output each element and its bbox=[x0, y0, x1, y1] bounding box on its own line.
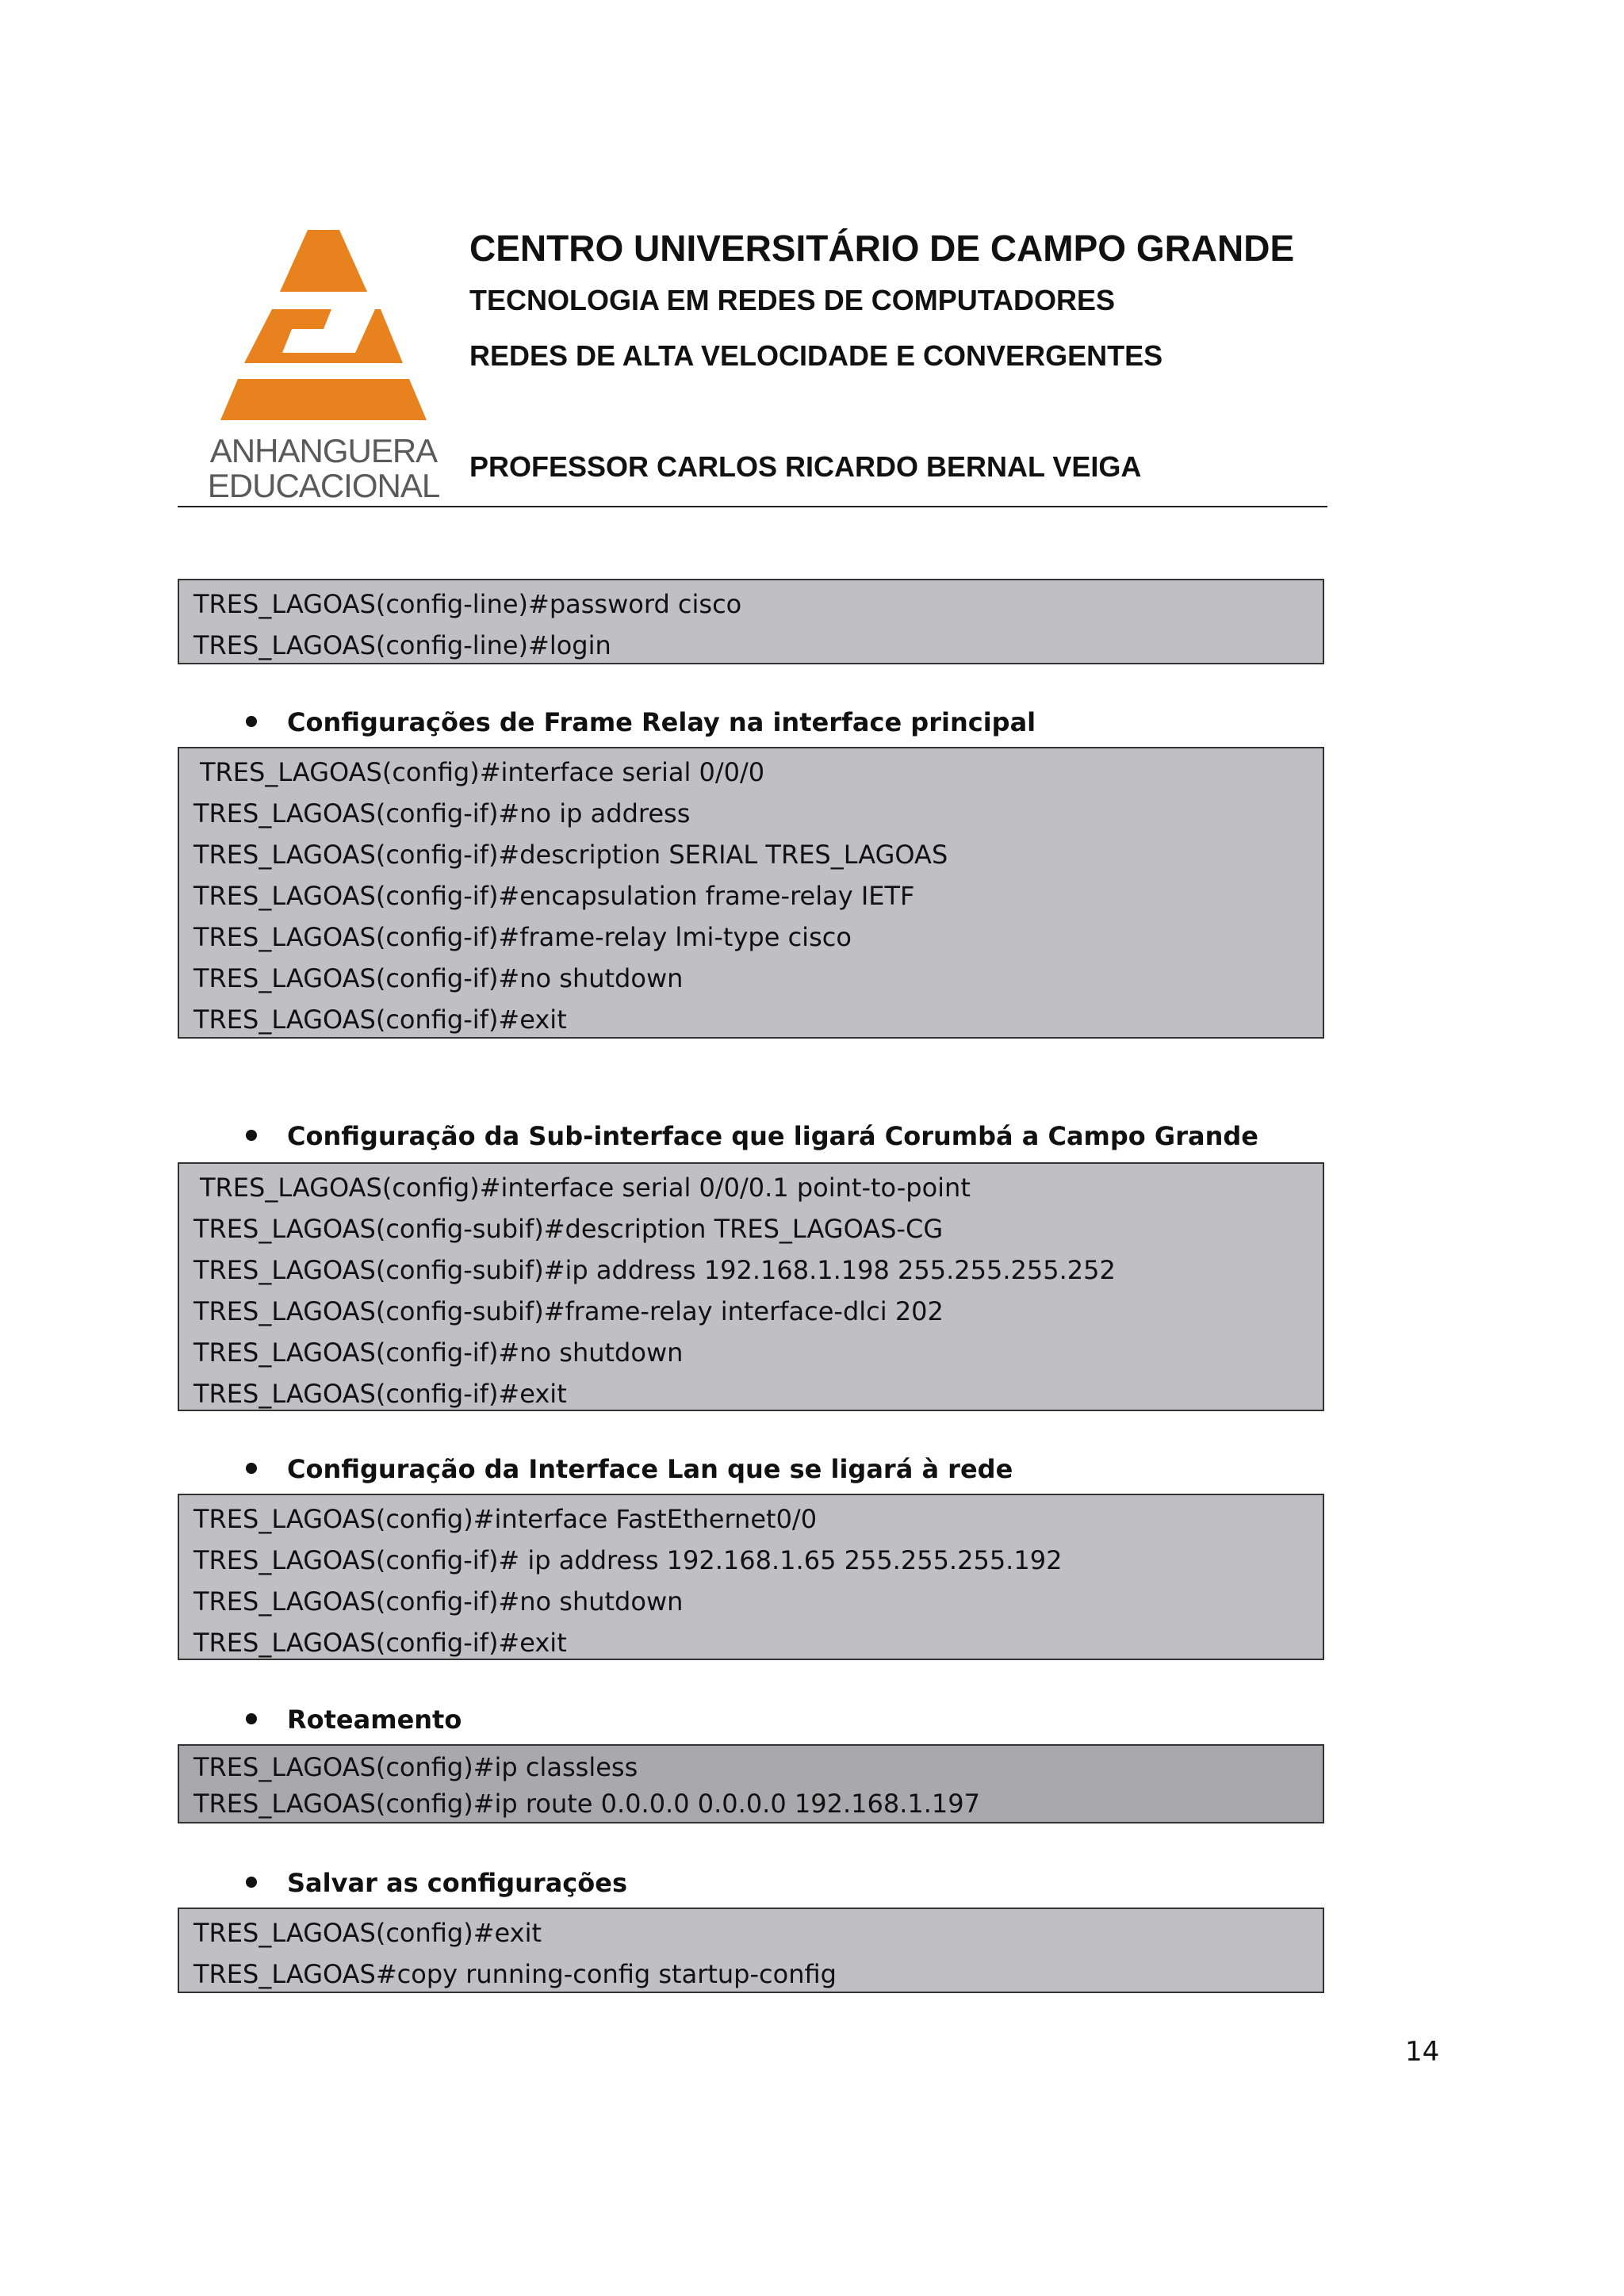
code-line: TRES_LAGOAS(config-if)#encapsulation frame-relay IETF bbox=[193, 881, 915, 911]
code-line: TRES_LAGOAS(config-subif)#frame-relay interface-dlci 202 bbox=[193, 1296, 944, 1326]
section-heading-frame-relay: Configurações de Frame Relay na interface principal bbox=[246, 707, 1036, 737]
bullet-icon bbox=[246, 1130, 257, 1141]
code-block-login bbox=[178, 579, 1324, 664]
code-block-frame-relay bbox=[178, 747, 1324, 1039]
code-block-lan bbox=[178, 1494, 1324, 1660]
code-line: TRES_LAGOAS(config-subif)#ip address 192.168.1.198 255.255.255.252 bbox=[193, 1255, 1116, 1285]
code-line: TRES_LAGOAS(config-if)#exit bbox=[193, 1004, 567, 1035]
code-line: TRES_LAGOAS(config-if)#no shutdown bbox=[193, 963, 684, 993]
bullet-icon bbox=[246, 1713, 257, 1724]
code-line: TRES_LAGOAS(config-if)#no shutdown bbox=[193, 1337, 684, 1368]
code-line: TRES_LAGOAS(config)#exit bbox=[193, 1918, 542, 1948]
bullet-icon bbox=[246, 1877, 257, 1888]
code-line: TRES_LAGOAS(config-subif)#description TRES_LAGOAS-CG bbox=[193, 1214, 944, 1244]
section-heading-lan: Configuração da Interface Lan que se ligará à rede bbox=[246, 1454, 1013, 1484]
code-line: TRES_LAGOAS(config-line)#login bbox=[193, 630, 611, 660]
code-line: TRES_LAGOAS(config-if)#frame-relay lmi-type cisco bbox=[193, 922, 852, 952]
discipline-title: REDES DE ALTA VELOCIDADE E CONVERGENTES bbox=[469, 339, 1163, 372]
code-line: TRES_LAGOAS(config-if)#no ip address bbox=[193, 798, 691, 828]
anhanguera-logo bbox=[197, 222, 450, 507]
code-line: TRES_LAGOAS(config-if)# ip address 192.168.1.65 255.255.255.192 bbox=[193, 1545, 1063, 1575]
code-line: TRES_LAGOAS(config)#ip route 0.0.0.0 0.0.0.0 192.168.1.197 bbox=[193, 1789, 980, 1819]
section-heading-save: Salvar as configurações bbox=[246, 1868, 627, 1898]
code-block-routing bbox=[178, 1744, 1324, 1823]
section-heading-routing: Roteamento bbox=[246, 1705, 462, 1735]
code-line: TRES_LAGOAS(config)#interface serial 0/0/0.1 point-to-point bbox=[200, 1173, 971, 1203]
logo-triangle-icon bbox=[197, 222, 450, 428]
section-heading-subinterface: Configuração da Sub-interface que ligará Corumbá a Campo Grande bbox=[246, 1121, 1258, 1151]
code-line: TRES_LAGOAS(config)#ip classless bbox=[193, 1752, 638, 1782]
header-divider bbox=[178, 506, 1327, 507]
bullet-icon bbox=[246, 1463, 257, 1474]
professor-name: PROFESSOR CARLOS RICARDO BERNAL VEIGA bbox=[469, 450, 1142, 483]
institution-title: CENTRO UNIVERSITÁRIO DE CAMPO GRANDE bbox=[469, 228, 1295, 269]
code-line: TRES_LAGOAS(config)#interface serial 0/0/0 bbox=[200, 757, 765, 787]
course-title: TECNOLOGIA EM REDES DE COMPUTADORES bbox=[469, 284, 1116, 316]
code-line: TRES_LAGOAS(config-if)#description SERIAL TRES_LAGOAS bbox=[193, 840, 948, 870]
code-line: TRES_LAGOAS(config-if)#no shutdown bbox=[193, 1586, 684, 1617]
bullet-icon bbox=[246, 716, 257, 727]
code-line: TRES_LAGOAS(config-line)#password cisco bbox=[193, 589, 742, 619]
logo-text-line2: EDUCACIONAL bbox=[207, 467, 440, 504]
code-block-save bbox=[178, 1908, 1324, 1993]
code-line: TRES_LAGOAS(config)#interface FastEthernet0/0 bbox=[193, 1504, 818, 1534]
page-number: 14 bbox=[1405, 2036, 1440, 2068]
code-line: TRES_LAGOAS(config-if)#exit bbox=[193, 1628, 567, 1658]
logo-text-line1: ANHANGUERA bbox=[209, 432, 438, 469]
code-line: TRES_LAGOAS(config-if)#exit bbox=[193, 1379, 567, 1409]
code-block-subinterface bbox=[178, 1162, 1324, 1411]
code-line: TRES_LAGOAS#copy running-config startup-config bbox=[193, 1959, 837, 1989]
